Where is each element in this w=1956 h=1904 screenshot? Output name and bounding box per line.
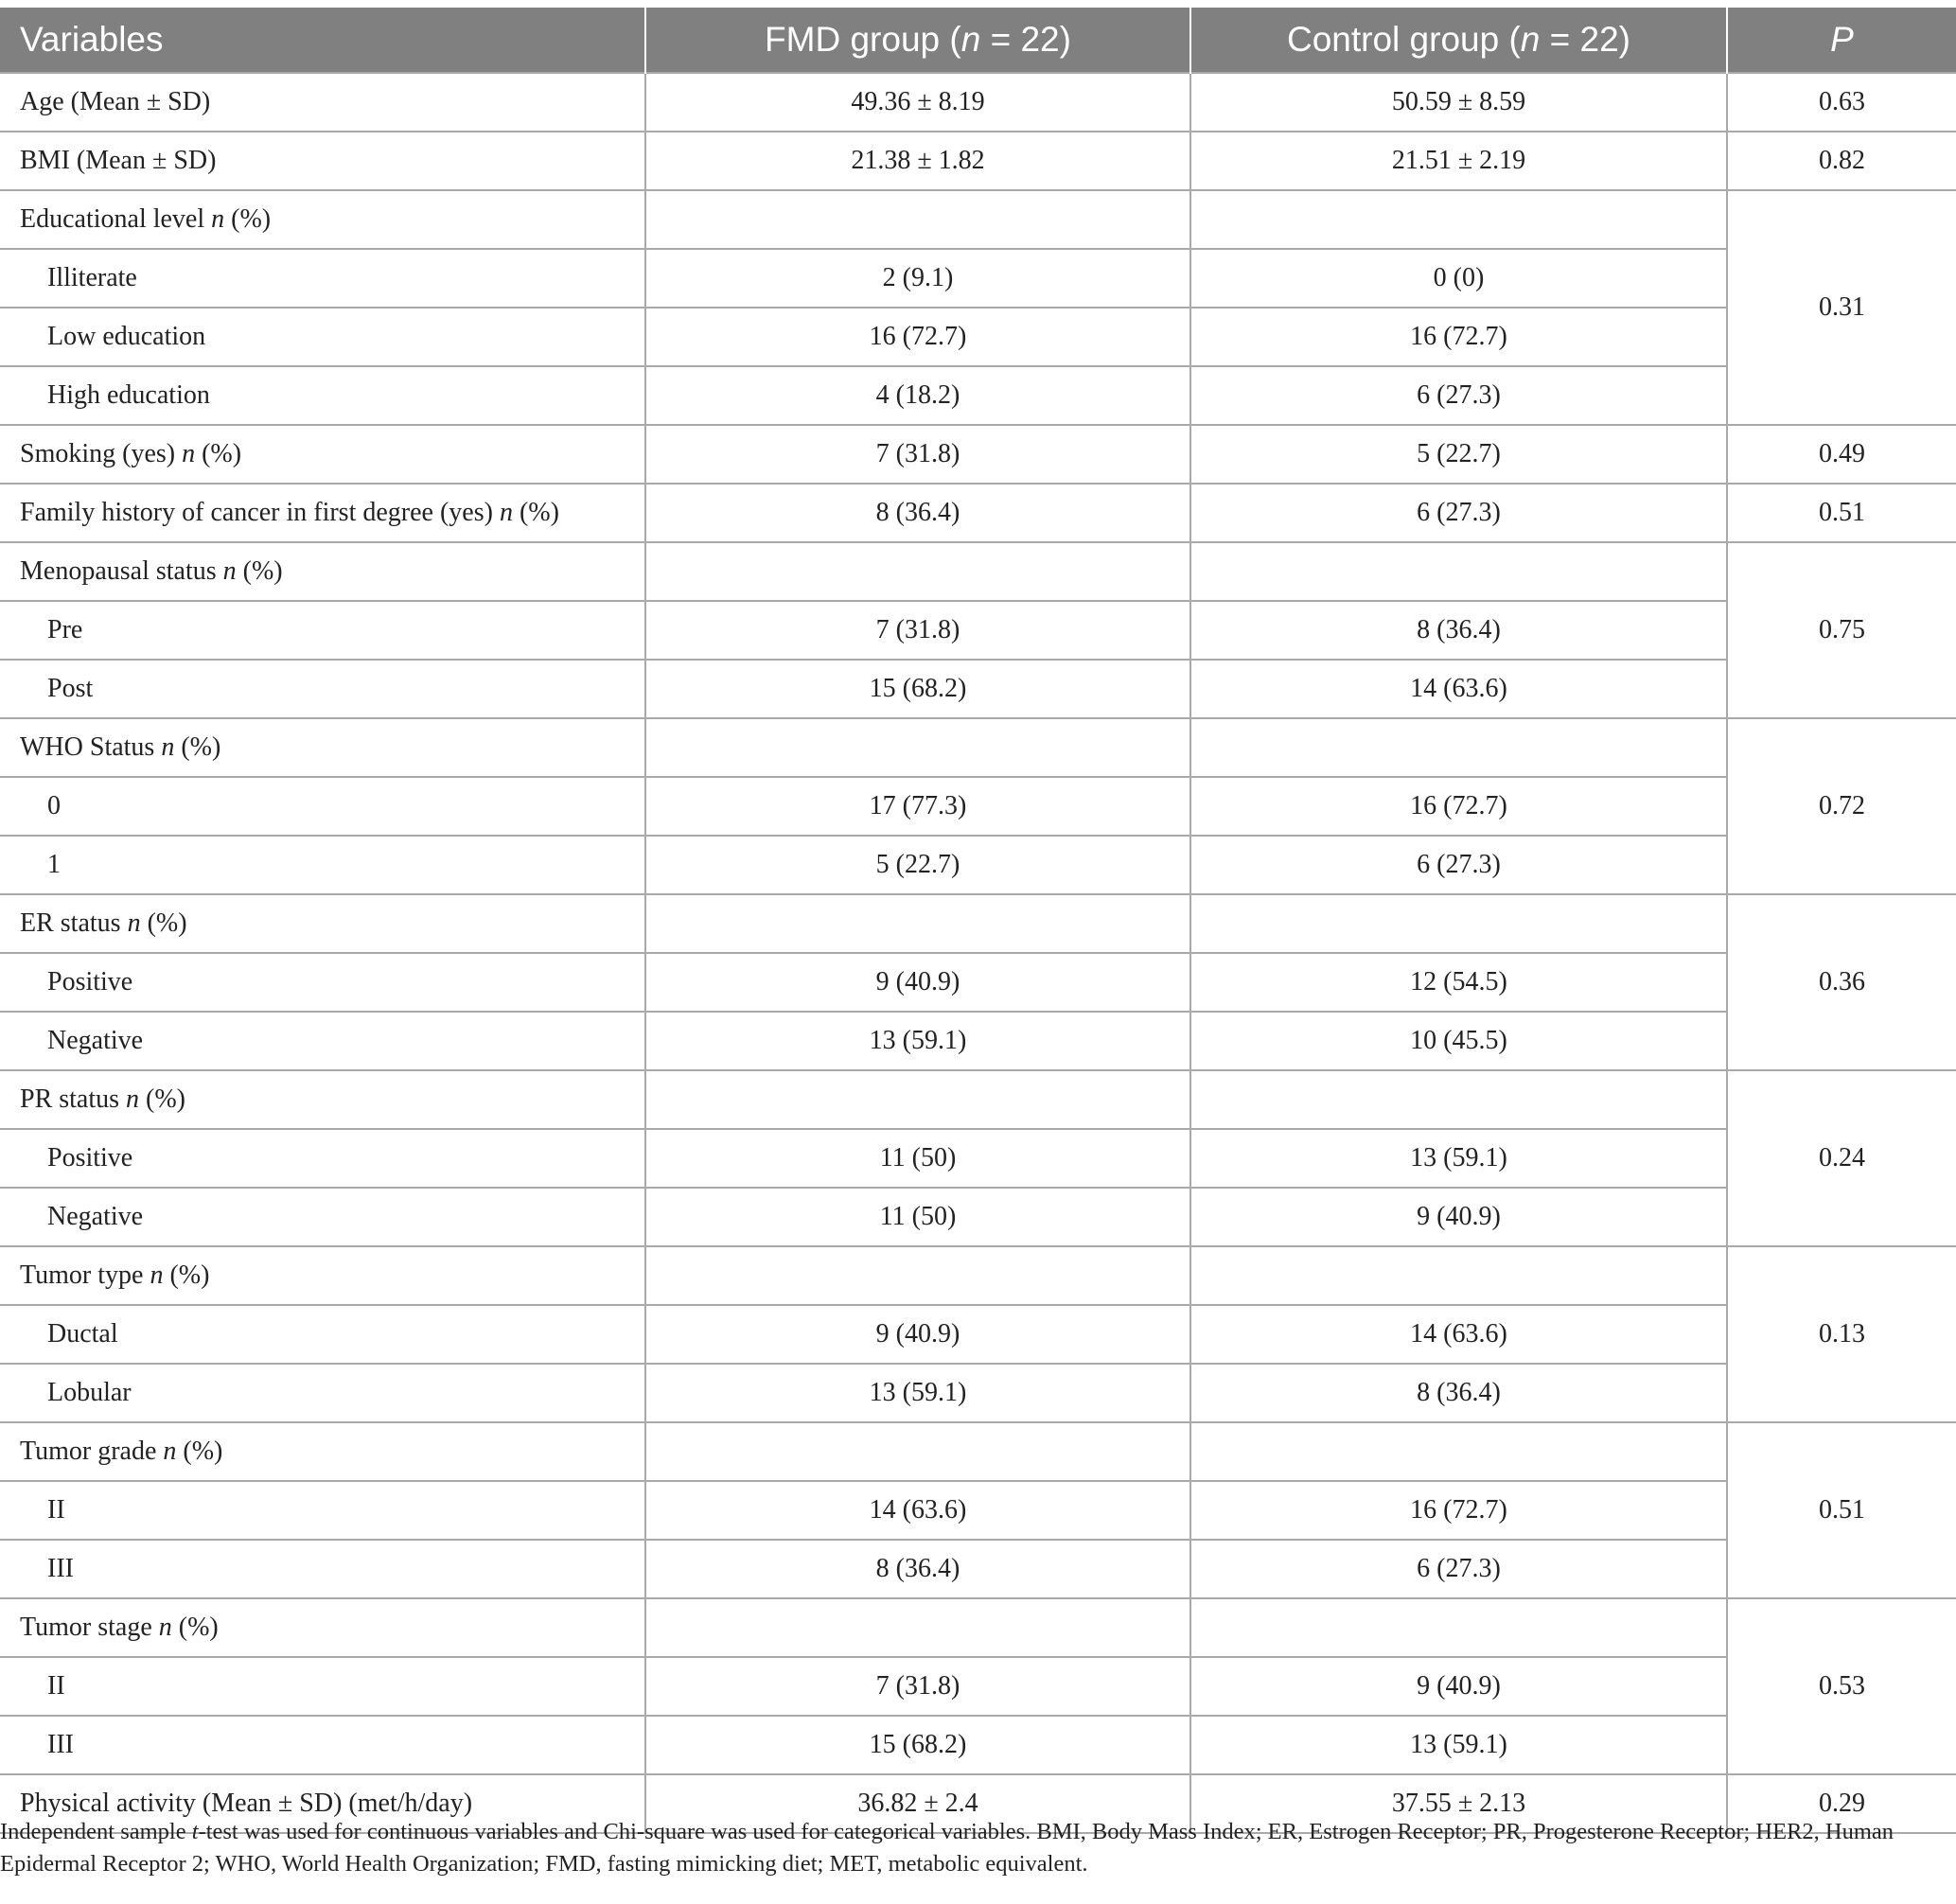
variable-cell: WHO Status n (%) [0,718,645,777]
table-row [0,366,1956,425]
header-control-n: (n = 22) [1508,20,1631,59]
fmd-value-cell: 13 (59.1) [645,1012,1190,1070]
control-value-cell: 14 (63.6) [1190,1305,1727,1364]
control-value-cell: 16 (72.7) [1190,308,1727,366]
fmd-value-cell: 36.82 ± 2.4 [645,1774,1190,1833]
control-value-cell [1190,190,1727,249]
fmd-value-cell [645,718,1190,777]
table-row [0,894,1956,953]
table-header [0,8,1956,73]
fmd-value-cell: 7 (31.8) [645,425,1190,484]
fmd-value-cell: 7 (31.8) [645,1657,1190,1716]
control-value-cell [1190,1070,1727,1129]
subcategory-cell: Illiterate [0,249,645,308]
header-control-group [1190,8,1727,73]
control-value-cell: 9 (40.9) [1190,1188,1727,1246]
control-value-cell: 16 (72.7) [1190,1481,1727,1540]
table-row [0,836,1956,894]
subcategory-cell: 1 [0,836,645,894]
table-footnote: Independent sample t-test was used for continuous variables and Chi-square was used for categorical variables. BMI, Body Mass Index; ER, Estrogen Receptor; PR, Progesterone Receptor; HER2, Human Epidermal Receptor 2; WHO, World Health Organization; FMD, fasting mimicking diet; MET, metabolic equivalent. [0,1819,1894,1877]
table-row [0,484,1956,542]
p-value-cell: 0.63 [1727,73,1956,132]
p-value-cell: 0.53 [1727,1598,1956,1774]
table-row [0,190,1956,249]
subcategory-cell: Low education [0,308,645,366]
table-row [0,1305,1956,1364]
subcategory-cell: 0 [0,777,645,836]
control-value-cell: 16 (72.7) [1190,777,1727,836]
variable-cell: Age (Mean ± SD) [0,73,645,132]
subcategory-cell: Positive [0,1129,645,1188]
p-value-cell: 0.24 [1727,1070,1956,1246]
variable-cell: Menopausal status n (%) [0,542,645,601]
table-row [0,660,1956,718]
p-value-cell: 0.82 [1727,132,1956,190]
control-value-cell: 6 (27.3) [1190,836,1727,894]
control-value-cell: 10 (45.5) [1190,1012,1727,1070]
fmd-value-cell: 11 (50) [645,1129,1190,1188]
control-value-cell [1190,542,1727,601]
control-value-cell: 13 (59.1) [1190,1716,1727,1774]
table-row [0,1481,1956,1540]
subcategory-cell: Negative [0,1188,645,1246]
fmd-value-cell: 15 (68.2) [645,660,1190,718]
table-row [0,1364,1956,1422]
fmd-value-cell: 9 (40.9) [645,1305,1190,1364]
table-row [0,718,1956,777]
table-row [0,1598,1956,1657]
control-value-cell: 37.55 ± 2.13 [1190,1774,1727,1833]
table-row [0,953,1956,1012]
table-row [0,1070,1956,1129]
table-row [0,1657,1956,1716]
table-row [0,132,1956,190]
control-value-cell: 6 (27.3) [1190,366,1727,425]
table-row [0,542,1956,601]
subcategory-cell: Lobular [0,1364,645,1422]
fmd-value-cell: 13 (59.1) [645,1364,1190,1422]
table-row [0,601,1956,660]
fmd-value-cell: 8 (36.4) [645,1540,1190,1598]
table-row [0,249,1956,308]
header-p [1727,8,1956,73]
p-value-cell: 0.72 [1727,718,1956,894]
control-value-cell [1190,1598,1727,1657]
control-value-cell: 6 (27.3) [1190,1540,1727,1598]
table-body [0,73,1956,1833]
subcategory-cell: Positive [0,953,645,1012]
table-row [0,1422,1956,1481]
p-value-cell: 0.49 [1727,425,1956,484]
control-value-cell: 21.51 ± 2.19 [1190,132,1727,190]
header-variables: Variables [0,8,645,73]
fmd-value-cell: 17 (77.3) [645,777,1190,836]
variable-cell: BMI (Mean ± SD) [0,132,645,190]
p-value-cell: 0.29 [1727,1774,1956,1833]
control-value-cell [1190,718,1727,777]
fmd-value-cell: 4 (18.2) [645,366,1190,425]
control-value-cell: 0 (0) [1190,249,1727,308]
header-fmd-label: FMD group [765,20,941,59]
table-row [0,73,1956,132]
control-value-cell [1190,1422,1727,1481]
fmd-value-cell: 7 (31.8) [645,601,1190,660]
subcategory-cell: Negative [0,1012,645,1070]
variable-cell: Educational level n (%) [0,190,645,249]
p-value-cell: 0.36 [1727,894,1956,1070]
fmd-value-cell: 9 (40.9) [645,953,1190,1012]
p-value-cell: 0.51 [1727,484,1956,542]
fmd-value-cell [645,894,1190,953]
table-row [0,1716,1956,1774]
p-value-cell: 0.13 [1727,1246,1956,1422]
fmd-value-cell: 16 (72.7) [645,308,1190,366]
fmd-value-cell: 49.36 ± 8.19 [645,73,1190,132]
variable-cell: Tumor grade n (%) [0,1422,645,1481]
table-row [0,308,1956,366]
fmd-value-cell [645,542,1190,601]
variable-cell: PR status n (%) [0,1070,645,1129]
fmd-value-cell [645,1598,1190,1657]
header-control-label: Control group [1286,20,1500,59]
table-row [0,1012,1956,1070]
table-row [0,777,1956,836]
control-value-cell: 8 (36.4) [1190,1364,1727,1422]
p-value-cell: 0.75 [1727,542,1956,718]
control-value-cell: 8 (36.4) [1190,601,1727,660]
fmd-value-cell [645,1422,1190,1481]
header-row [0,8,1956,73]
header-fmd-group [645,8,1190,73]
variable-cell: Family history of cancer in first degree (yes) n (%) [0,484,645,542]
subcategory-cell: Pre [0,601,645,660]
subcategory-cell: Post [0,660,645,718]
fmd-value-cell: 15 (68.2) [645,1716,1190,1774]
table-row [0,1246,1956,1305]
table-row [0,1188,1956,1246]
fmd-value-cell [645,1070,1190,1129]
fmd-value-cell: 5 (22.7) [645,836,1190,894]
control-value-cell: 9 (40.9) [1190,1657,1727,1716]
table-row [0,1540,1956,1598]
control-value-cell: 14 (63.6) [1190,660,1727,718]
subcategory-cell: Ductal [0,1305,645,1364]
control-value-cell [1190,894,1727,953]
characteristics-table [0,8,1956,1834]
fmd-value-cell: 14 (63.6) [645,1481,1190,1540]
fmd-value-cell: 11 (50) [645,1188,1190,1246]
control-value-cell: 5 (22.7) [1190,425,1727,484]
variable-cell: ER status n (%) [0,894,645,953]
control-value-cell [1190,1246,1727,1305]
control-value-cell: 12 (54.5) [1190,953,1727,1012]
variable-cell: Physical activity (Mean ± SD) (met/h/day) [0,1774,645,1833]
fmd-value-cell [645,190,1190,249]
variable-cell: Tumor stage n (%) [0,1598,645,1657]
control-value-cell: 6 (27.3) [1190,484,1727,542]
p-value-cell: 0.51 [1727,1422,1956,1598]
subcategory-cell: II [0,1657,645,1716]
p-value-cell: 0.31 [1727,190,1956,425]
header-p-label: P [1830,20,1854,59]
table-row [0,1129,1956,1188]
fmd-value-cell: 21.38 ± 1.82 [645,132,1190,190]
subcategory-cell: High education [0,366,645,425]
subcategory-cell: II [0,1481,645,1540]
subcategory-cell: III [0,1540,645,1598]
control-value-cell: 50.59 ± 8.59 [1190,73,1727,132]
variable-cell: Smoking (yes) n (%) [0,425,645,484]
fmd-value-cell: 2 (9.1) [645,249,1190,308]
table-row [0,425,1956,484]
subcategory-cell: III [0,1716,645,1774]
control-value-cell: 13 (59.1) [1190,1129,1727,1188]
fmd-value-cell [645,1246,1190,1305]
header-fmd-n: (n = 22) [949,20,1071,59]
variable-cell: Tumor type n (%) [0,1246,645,1305]
fmd-value-cell: 8 (36.4) [645,484,1190,542]
